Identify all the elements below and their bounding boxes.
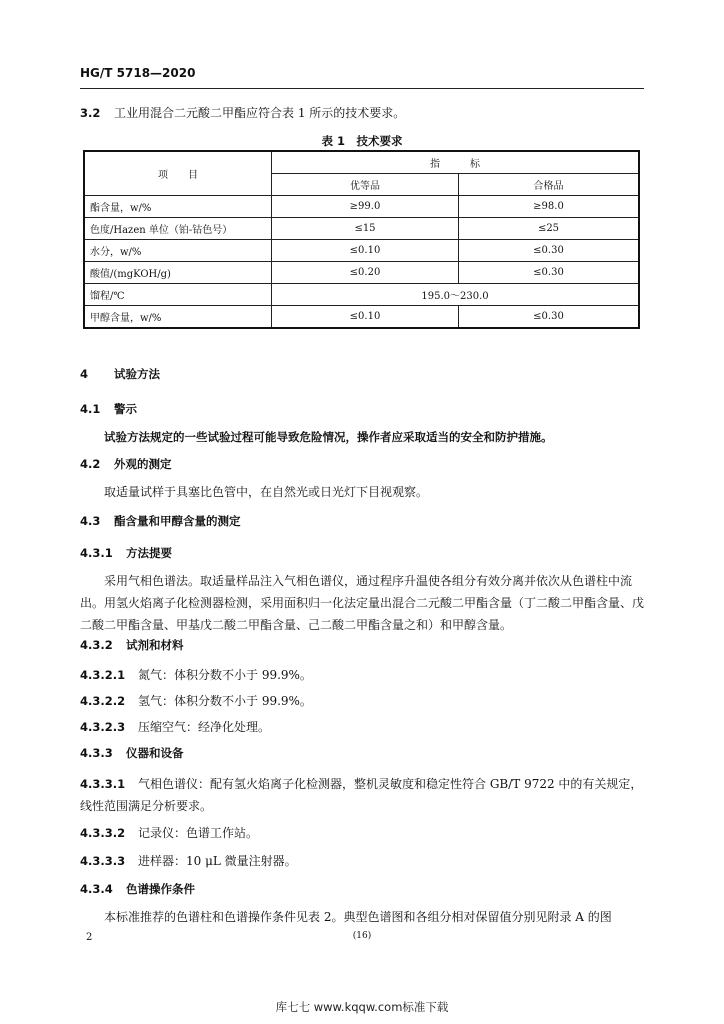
section-4-3-1-heading [80, 545, 172, 561]
appearance-text: 取适量试样于具塞比色管中，在自然光或日光灯下目视观察。 [104, 485, 429, 499]
section-4-3-2-heading [80, 637, 184, 653]
table-row [84, 284, 639, 306]
row-value: ≤0.10 [272, 240, 459, 262]
item-4-3-3-1 [80, 773, 645, 817]
row-item: 酯含量，w/% [84, 196, 272, 218]
method-summary-text: 采用气相色谱法。取适量样品注入气相色谱仪，通过程序升温使各组分有效分离并依次从色谱柱中流出。用氢火焰离子化检测器检测，采用面积归一化法定量出混合二元酸二甲酯含量（丁二酸二甲酯含量、戊二酸二甲酯含量、甲基戊二酸二甲酯含量、己二酸二甲酯含量之和）和甲醇含量。 [80, 574, 645, 632]
item-text: 记录仪：色谱工作站。 [138, 826, 259, 840]
original-page-number: (16) [352, 931, 372, 941]
table-caption: 表 1 技术要求 [321, 134, 403, 148]
section-title: 酯含量和甲醇含量的测定 [114, 514, 241, 528]
clause-text: 工业用混合二元酸二甲酯应符合表 1 所示的技术要求。 [114, 106, 406, 120]
warning-text: 试验方法规定的一些试验过程可能导致危险情况，操作者应采取适当的安全和防护措施。 [104, 430, 553, 444]
section-title: 试剂和材料 [126, 638, 184, 652]
item-number: 4.3.3.2 [80, 826, 126, 840]
section-number: 4.3 [80, 514, 101, 528]
section-4-3-heading [80, 513, 241, 529]
item-number: 4.3.2.1 [80, 668, 126, 682]
section-title: 外观的测定 [114, 457, 172, 471]
clause-number: 3.2 [80, 106, 101, 120]
item-text: 氮气：体积分数不小于 99.9%。 [138, 668, 312, 682]
section-number: 4.3.1 [80, 546, 113, 560]
row-value: ≥98.0 [459, 196, 640, 218]
header-grade-qualified: 合格品 [459, 174, 640, 196]
row-value-merged: 195.0～230.0 [272, 284, 640, 306]
standard-code: HG/T 5718—2020 [80, 66, 196, 80]
item-text: 进样器：10 μL 微量注射器。 [138, 854, 297, 868]
header-item: 项 目 [84, 151, 272, 196]
item-text: 压缩空气：经净化处理。 [138, 720, 271, 734]
section-title: 方法提要 [126, 546, 172, 560]
header-index: 指 标 [272, 151, 640, 174]
header-rule [80, 88, 644, 89]
table-header-row [84, 151, 639, 174]
section-number: 4.2 [80, 457, 101, 471]
section-title: 试验方法 [114, 367, 160, 381]
item-number: 4.3.3.1 [80, 777, 126, 791]
row-item: 水分，w/% [84, 240, 272, 262]
row-item: 酸值/(mgKOH/g) [84, 262, 272, 284]
row-value: ≤15 [272, 218, 459, 240]
row-value: ≤0.20 [272, 262, 459, 284]
item-number: 4.3.2.3 [80, 720, 126, 734]
clause-3-2 [80, 105, 405, 121]
table-row [84, 240, 639, 262]
chromatography-conditions-text: 本标准推荐的色谱柱和色谱操作条件见表 2。典型色谱图和各组分相对保留值分别见附录 A 的图 [104, 910, 612, 924]
section-4-2-heading [80, 456, 172, 472]
item-text: 气相色谱仪：配有氢火焰离子化检测器，整机灵敏度和稳定性符合 GB/T 9722 中的有关规定，线性范围满足分析要求。 [80, 777, 643, 813]
table-row [84, 262, 639, 284]
technical-requirements-table [83, 150, 640, 329]
row-item: 馏程/℃ [84, 284, 272, 306]
section-4-1-heading [80, 401, 137, 417]
table-row [84, 196, 639, 218]
section-number: 4.3.3 [80, 746, 113, 760]
table-row [84, 218, 639, 240]
section-title: 警示 [114, 402, 137, 416]
section-number: 4.3.2 [80, 638, 113, 652]
table-row [84, 306, 639, 329]
section-number: 4.1 [80, 402, 101, 416]
row-value: ≤25 [459, 218, 640, 240]
item-4-3-2-2 [80, 693, 312, 709]
section-title: 色谱操作条件 [126, 882, 195, 896]
section-4-3-3-heading [80, 745, 184, 761]
header-grade-superior: 优等品 [272, 174, 459, 196]
row-value: ≥99.0 [272, 196, 459, 218]
item-4-3-2-3 [80, 719, 270, 735]
item-4-3-2-1 [80, 667, 312, 683]
row-item: 色度/Hazen 单位（铂-钴色号） [84, 218, 272, 240]
section-number: 4 [80, 367, 89, 381]
item-number: 4.3.3.3 [80, 854, 126, 868]
section-4-heading [80, 366, 160, 382]
row-item: 甲醇含量，w/% [84, 306, 272, 329]
section-title: 仪器和设备 [126, 746, 184, 760]
item-4-3-3-3 [80, 853, 297, 869]
item-text: 氢气：体积分数不小于 99.9%。 [138, 694, 312, 708]
section-number: 4.3.4 [80, 882, 113, 896]
page-number: 2 [86, 932, 93, 943]
item-4-3-3-2 [80, 825, 258, 841]
row-value: ≤0.10 [272, 306, 459, 329]
row-value: ≤0.30 [459, 240, 640, 262]
row-value: ≤0.30 [459, 262, 640, 284]
section-4-3-4-heading [80, 881, 195, 897]
item-number: 4.3.2.2 [80, 694, 126, 708]
row-value: ≤0.30 [459, 306, 640, 329]
watermark-text: 库七七 www.kqqw.com标准下载 [275, 1000, 449, 1014]
